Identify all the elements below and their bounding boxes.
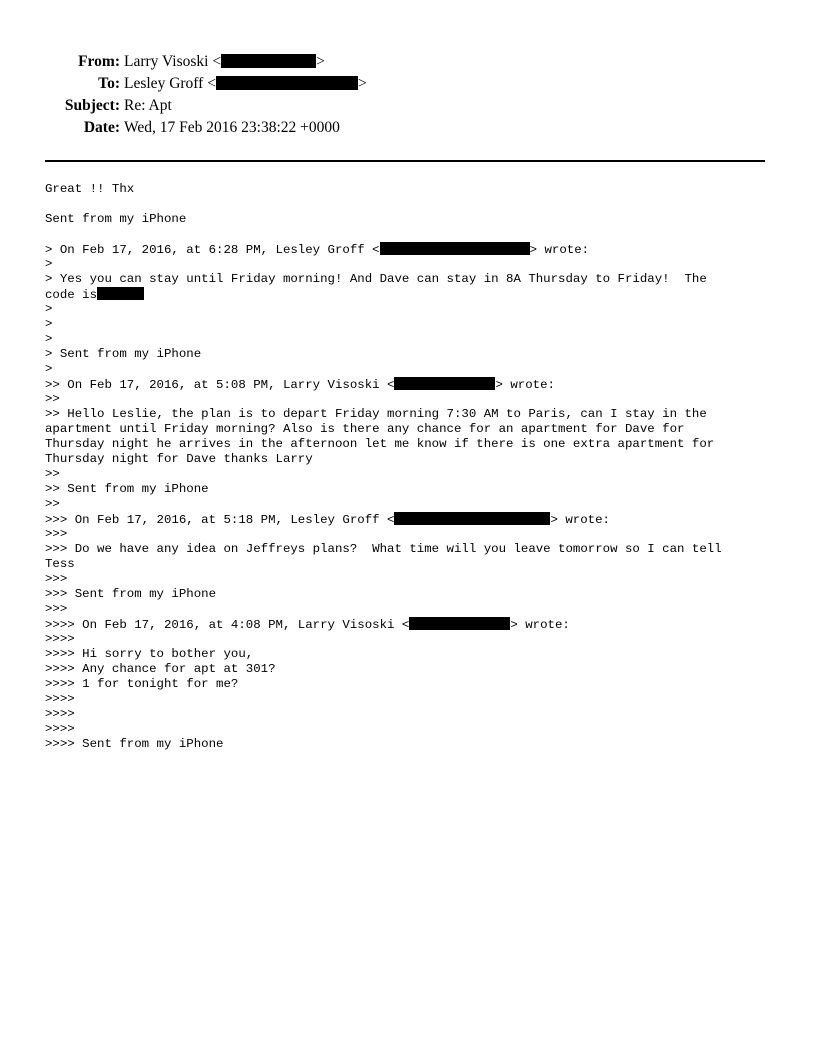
to-close: >	[357, 75, 367, 92]
redaction-bar	[394, 512, 550, 525]
subject-label: Subject:	[64, 97, 120, 114]
body-line: > Sent from my iPhone	[45, 347, 202, 361]
quote-header-text: >>> On Feb 17, 2016, at 5:18 PM, Lesley Groff <	[45, 513, 395, 527]
body-line: Thursday night for Dave thanks Larry	[45, 452, 313, 466]
body-line: >>>> 1 for tonight for me?	[45, 677, 239, 691]
to-label: To:	[98, 75, 120, 92]
email-body	[45, 182, 770, 752]
to-name: Lesley Groff <	[124, 75, 216, 92]
body-line: >> Hello Leslie, the plan is to depart Friday morning 7:30 AM to Paris, can I stay in the	[45, 407, 707, 421]
body-line: >>>	[45, 527, 68, 541]
to-value	[124, 73, 367, 95]
quote-header-text: >> On Feb 17, 2016, at 5:08 PM, Larry Visoski <	[45, 378, 395, 392]
body-line: Thursday night he arrives in the afternoon let me know if there is one extra apartment for	[45, 437, 715, 451]
quote-header-text: > wrote:	[495, 378, 555, 392]
quote-header-text: > wrote:	[510, 618, 570, 632]
subject-value: Re: Apt	[124, 97, 172, 114]
body-line: >>	[45, 497, 60, 511]
quote-header-text: > On Feb 17, 2016, at 6:28 PM, Lesley Groff <	[45, 243, 380, 257]
from-label: From:	[78, 53, 120, 70]
redaction-bar	[409, 617, 510, 630]
body-line: >>> Do we have any idea on Jeffreys plans? What time will you leave tomorrow so I can tell	[45, 542, 722, 556]
body-line: >	[45, 257, 53, 271]
body-line: >>> Sent from my iPhone	[45, 587, 217, 601]
body-line: >>	[45, 467, 60, 481]
body-line: Tess	[45, 557, 75, 571]
code-line	[45, 287, 770, 302]
body-line: >	[45, 332, 53, 346]
body-line: >>>> Hi sorry to bother you,	[45, 647, 254, 661]
redaction-bar	[380, 242, 530, 255]
redaction-bar	[97, 287, 144, 300]
body-line: >	[45, 317, 53, 331]
body-line: >>>	[45, 572, 68, 586]
body-line: apartment until Friday morning? Also is there any chance for an apartment for Dave for	[45, 422, 685, 436]
from-row	[0, 51, 816, 73]
header-divider	[45, 160, 765, 162]
quote-header-text: > wrote:	[529, 243, 590, 257]
body-line: Sent from my iPhone	[45, 212, 187, 226]
date-row	[0, 117, 816, 139]
redaction-bar	[394, 377, 495, 390]
body-line: >	[45, 302, 53, 316]
to-row	[0, 73, 816, 95]
body-line: >	[45, 362, 53, 376]
date-value: Wed, 17 Feb 2016 23:38:22 +0000	[124, 119, 340, 136]
body-line: >>>>	[45, 722, 75, 736]
body-line: >>>> Sent from my iPhone	[45, 737, 224, 751]
body-line: >> Sent from my iPhone	[45, 482, 209, 496]
body-line: >>>>	[45, 692, 75, 706]
quote-header-line	[45, 377, 770, 392]
from-value	[124, 51, 325, 73]
quote-header-line	[45, 512, 770, 527]
redaction-bar	[221, 54, 316, 68]
quote-header-line	[45, 617, 770, 632]
body-line: >>	[45, 392, 60, 406]
body-line: > Yes you can stay until Friday morning! And Dave can stay in 8A Thursday to Friday! The	[45, 272, 707, 286]
body-line: >>>	[45, 602, 68, 616]
body-line: >>>>	[45, 707, 75, 721]
subject-row	[0, 95, 816, 117]
body-line: >>>> Any chance for apt at 301?	[45, 662, 276, 676]
redaction-bar	[216, 76, 358, 90]
body-line: >>>>	[45, 632, 75, 646]
quote-header-text: >>>> On Feb 17, 2016, at 4:08 PM, Larry Visoski <	[45, 618, 410, 632]
code-label: code is	[45, 288, 98, 302]
quote-header-text: > wrote:	[550, 513, 610, 527]
date-label: Date:	[83, 119, 120, 136]
from-close: >	[316, 53, 325, 70]
from-name: Larry Visoski <	[124, 53, 222, 70]
email-header	[0, 51, 816, 139]
body-line: Great !! Thx	[45, 182, 135, 196]
quote-header-line	[45, 242, 770, 257]
